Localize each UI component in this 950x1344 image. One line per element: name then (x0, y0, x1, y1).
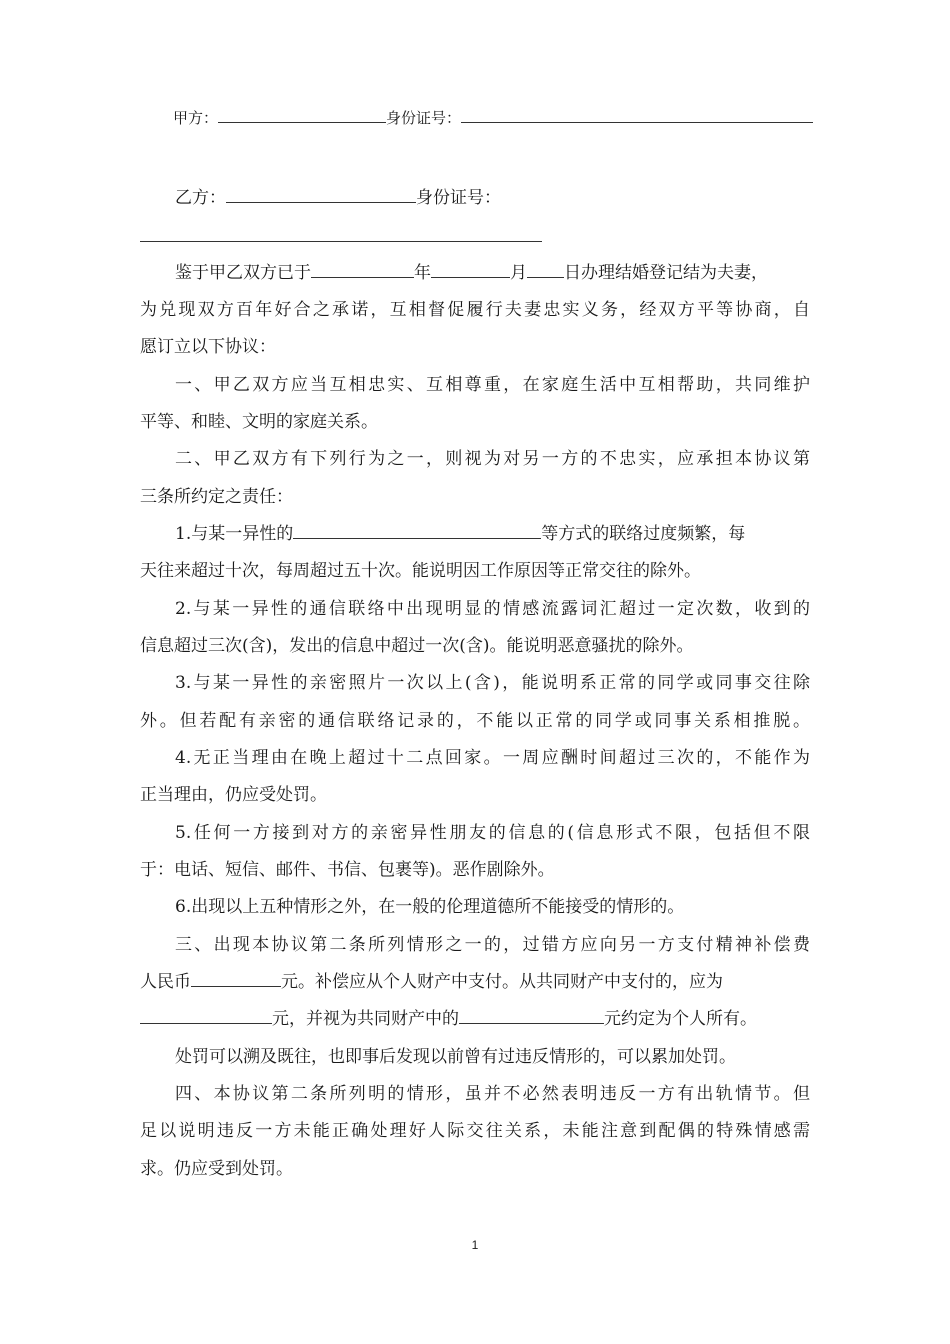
item-1-line-1 (175, 524, 845, 544)
amount-blank-1 (191, 972, 281, 987)
party-b-name-blank (226, 188, 416, 203)
party-b-row (175, 188, 845, 208)
article-3-line-4: 处罚可以溯及既往，也即事后发现以前曾有过违反情形的，可以累加处罚。 (175, 1047, 736, 1067)
article-1-line-2: 平等、和睦、文明的家庭关系。 (140, 412, 378, 432)
item-3-line-1: 3.与某一异性的亲密照片一次以上(含)，能说明系正常的同学或同事交往除 (175, 673, 810, 693)
id-no-a-blank (461, 108, 813, 123)
day-label: 日办理结婚登记结为夫妻， (564, 263, 768, 283)
id-no-b-blank (140, 241, 542, 242)
amount-blank-2 (140, 1009, 272, 1024)
intro-line-3: 愿订立以下协议： (140, 337, 276, 357)
month-blank (431, 263, 510, 278)
rmb-label: 人民币 (140, 972, 191, 992)
item-4-line-1: 4.无正当理由在晚上超过十二点回家。一周应酬时间超过三次的，不能作为 (175, 748, 810, 768)
article-3-text-3: 元约定为个人所有。 (604, 1009, 757, 1029)
intro-line-1 (175, 263, 810, 283)
item-4-line-2: 正当理由，仍应受处罚。 (140, 785, 327, 805)
intro-text: 鉴于甲乙双方已于 (175, 263, 311, 283)
article-4-line-3: 求。仍应受到处罚。 (140, 1159, 293, 1179)
year-blank (311, 263, 414, 278)
intro-line-2: 为兑现双方百年好合之承诺，互相督促履行夫妻忠实义务，经双方平等协商，自 (140, 300, 810, 320)
party-a-label: 甲方： (173, 109, 219, 127)
article-1-line-1: 一、甲乙双方应当互相忠实、互相尊重，在家庭生活中互相帮助，共同维护 (175, 375, 810, 395)
item-2-line-1: 2.与某一异性的通信联络中出现明显的情感流露词汇超过一定次数，收到的 (175, 599, 810, 619)
day-blank (527, 263, 564, 278)
amount-blank-3 (459, 1009, 604, 1024)
month-label: 月 (510, 263, 527, 283)
party-a-name-blank (218, 108, 386, 123)
article-3-line-1: 三、出现本协议第二条所列情形之一的，过错方应向另一方支付精神补偿费 (175, 935, 810, 955)
item-1-text: 1.与某一异性的 (175, 524, 294, 544)
party-a-row (173, 108, 813, 128)
contact-method-blank (293, 524, 541, 539)
item-3-line-2: 外。但若配有亲密的通信联络记录的，不能以正常的同学或同事关系相推脱。 (140, 711, 810, 731)
item-1-line-2: 天往来超过十次，每周超过五十次。能说明因工作原因等正常交往的除外。 (140, 561, 701, 581)
item-5-line-1: 5.任何一方接到对方的亲密异性朋友的信息的(信息形式不限，包括但不限 (175, 823, 810, 843)
item-1-text-cont: 等方式的联络过度频繁，每 (541, 524, 746, 544)
id-no-b-label: 身份证号： (416, 188, 501, 208)
page-number: 1 (471, 1238, 479, 1252)
article-4-line-1: 四、本协议第二条所列明的情形，虽并不必然表明违反一方有出轨情节。但 (175, 1084, 810, 1104)
item-2-line-2: 信息超过三次(含)，发出的信息中超过一次(含)。能说明恶意骚扰的除外。 (140, 636, 694, 656)
item-5-line-2: 于：电话、短信、邮件、书信、包裹等)。恶作剧除外。 (140, 860, 555, 880)
article-3-line-3 (140, 1009, 810, 1029)
article-3-text-2: 元，并视为共同财产中的 (272, 1009, 459, 1029)
article-3-text: 元。补偿应从个人财产中支付。从共同财产中支付的，应为 (281, 972, 723, 992)
article-3-line-2 (140, 972, 810, 992)
year-label: 年 (414, 263, 431, 283)
article-4-line-2: 足以说明违反一方未能正确处理好人际交往关系，未能注意到配偶的特殊情感需 (140, 1121, 810, 1141)
article-2-line-2: 三条所约定之责任： (140, 487, 293, 507)
id-no-a-label: 身份证号： (386, 109, 462, 127)
article-2-line-1: 二、甲乙双方有下列行为之一，则视为对另一方的不忠实，应承担本协议第 (175, 449, 810, 469)
party-b-label: 乙方： (175, 188, 226, 208)
item-6: 6.出现以上五种情形之外，在一般的伦理道德所不能接受的情形的。 (175, 897, 685, 917)
